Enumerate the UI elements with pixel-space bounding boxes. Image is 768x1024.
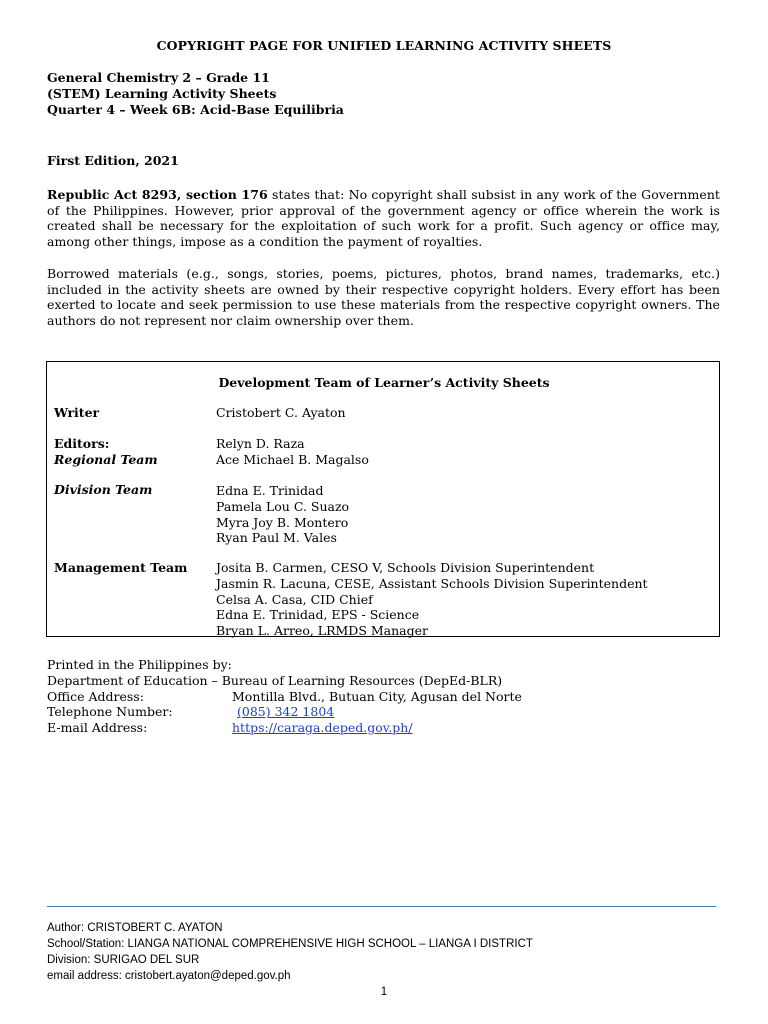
list-item: Pamela Lou C. Suazo [216, 498, 350, 514]
writer-name [216, 405, 346, 421]
subject-line: General Chemistry 2 – Grade 11 [47, 70, 270, 85]
printed-by-text: Printed in the Philippines by: [47, 657, 232, 672]
regional-team-list [216, 436, 369, 468]
list-item: Edna E. Trinidad, EPS - Science [216, 607, 420, 623]
borrowed-materials-paragraph: Borrowed materials (e.g., songs, stories, poems, pictures, photos, brand names, trademarks, etc.) included in the activity sheets are owned by their respective copyright holders. Every effort has been exerted to locate and seek permission to use these materials from the respective copyright owners. The authors do not represent nor claim ownership over them. [47, 266, 720, 328]
list-item: Ryan Paul M. Vales [216, 530, 337, 546]
website-link[interactable]: https://caraga.deped.gov.ph/ [232, 720, 413, 736]
email-label: E-mail Address: [47, 720, 148, 736]
quarter-week-line: Quarter 4 – Week 6B: Acid-Base Equilibria [47, 102, 344, 117]
footer-author: Author: CRISTOBERT C. AYATON [47, 922, 223, 934]
writer-label: Writer [54, 405, 100, 420]
publisher-text: Department of Education – Bureau of Learning Resources (DepEd-BLR) [47, 672, 503, 688]
telephone-link[interactable]: (085) 342 1804 [237, 704, 335, 720]
office-address-value: Montilla Blvd., Butuan City, Agusan del Norte [232, 688, 522, 704]
list-item: Celsa A. Casa, CID Chief [216, 591, 373, 607]
team-title: Development Team of Learner’s Activity Sheets [218, 375, 550, 390]
footer-school: School/Station: LIANGA NATIONAL COMPREHENSIVE HIGH SCHOOL – LIANGA I DISTRICT [47, 938, 533, 950]
list-item: Myra Joy B. Montero [216, 514, 349, 530]
list-item: Edna E. Trinidad [216, 483, 324, 498]
management-team-list [216, 560, 648, 639]
page-title: COPYRIGHT PAGE FOR UNIFIED LEARNING ACTIVITY SHEETS [156, 38, 612, 53]
sheet-type-line: (STEM) Learning Activity Sheets [47, 86, 277, 101]
copyright-paragraph [47, 187, 720, 249]
edition: First Edition, 2021 [47, 153, 179, 168]
editors-label: Editors: [54, 436, 110, 451]
footer-email: email address: cristobert.ayaton@deped.gov.ph [47, 970, 291, 982]
list-item: Bryan L. Arreo, LRMDS Manager [216, 623, 428, 639]
list-item: Josita B. Carmen, CESO V, Schools Division Superintendent [216, 560, 595, 575]
development-team-box [46, 361, 720, 637]
list-item: Ace Michael B. Magalso [216, 451, 369, 467]
management-team-label: Management Team [54, 560, 188, 575]
footer-divider [47, 906, 716, 907]
division-team-label: Division Team [54, 482, 153, 497]
copyright-paragraph-text: states that: No copyright shall subsist in any work of the Government of the Philippines. However, prior approval of the government agency or office wherein the work is created shall be necessary for the exploitation of such work for a profit. Such agency or office may, among other things, impose as a condition the payment of royalties. [47, 187, 720, 249]
page-number: 1 [380, 986, 388, 998]
list-item: Jasmin R. Lacuna, CESE, Assistant Schools Division Superintendent [216, 575, 648, 591]
republic-act-reference: Republic Act 8293, section 176 [47, 187, 268, 202]
document-header [47, 70, 344, 118]
office-address-label: Office Address: [47, 688, 144, 704]
list-item: Relyn D. Raza [216, 436, 305, 451]
telephone-label: Telephone Number: [47, 704, 173, 720]
regional-team-label: Regional Team [54, 452, 158, 467]
writer-value: Cristobert C. Ayaton [216, 405, 346, 420]
division-team-list [216, 483, 349, 546]
footer [47, 920, 533, 984]
footer-division: Division: SURIGAO DEL SUR [47, 954, 200, 966]
